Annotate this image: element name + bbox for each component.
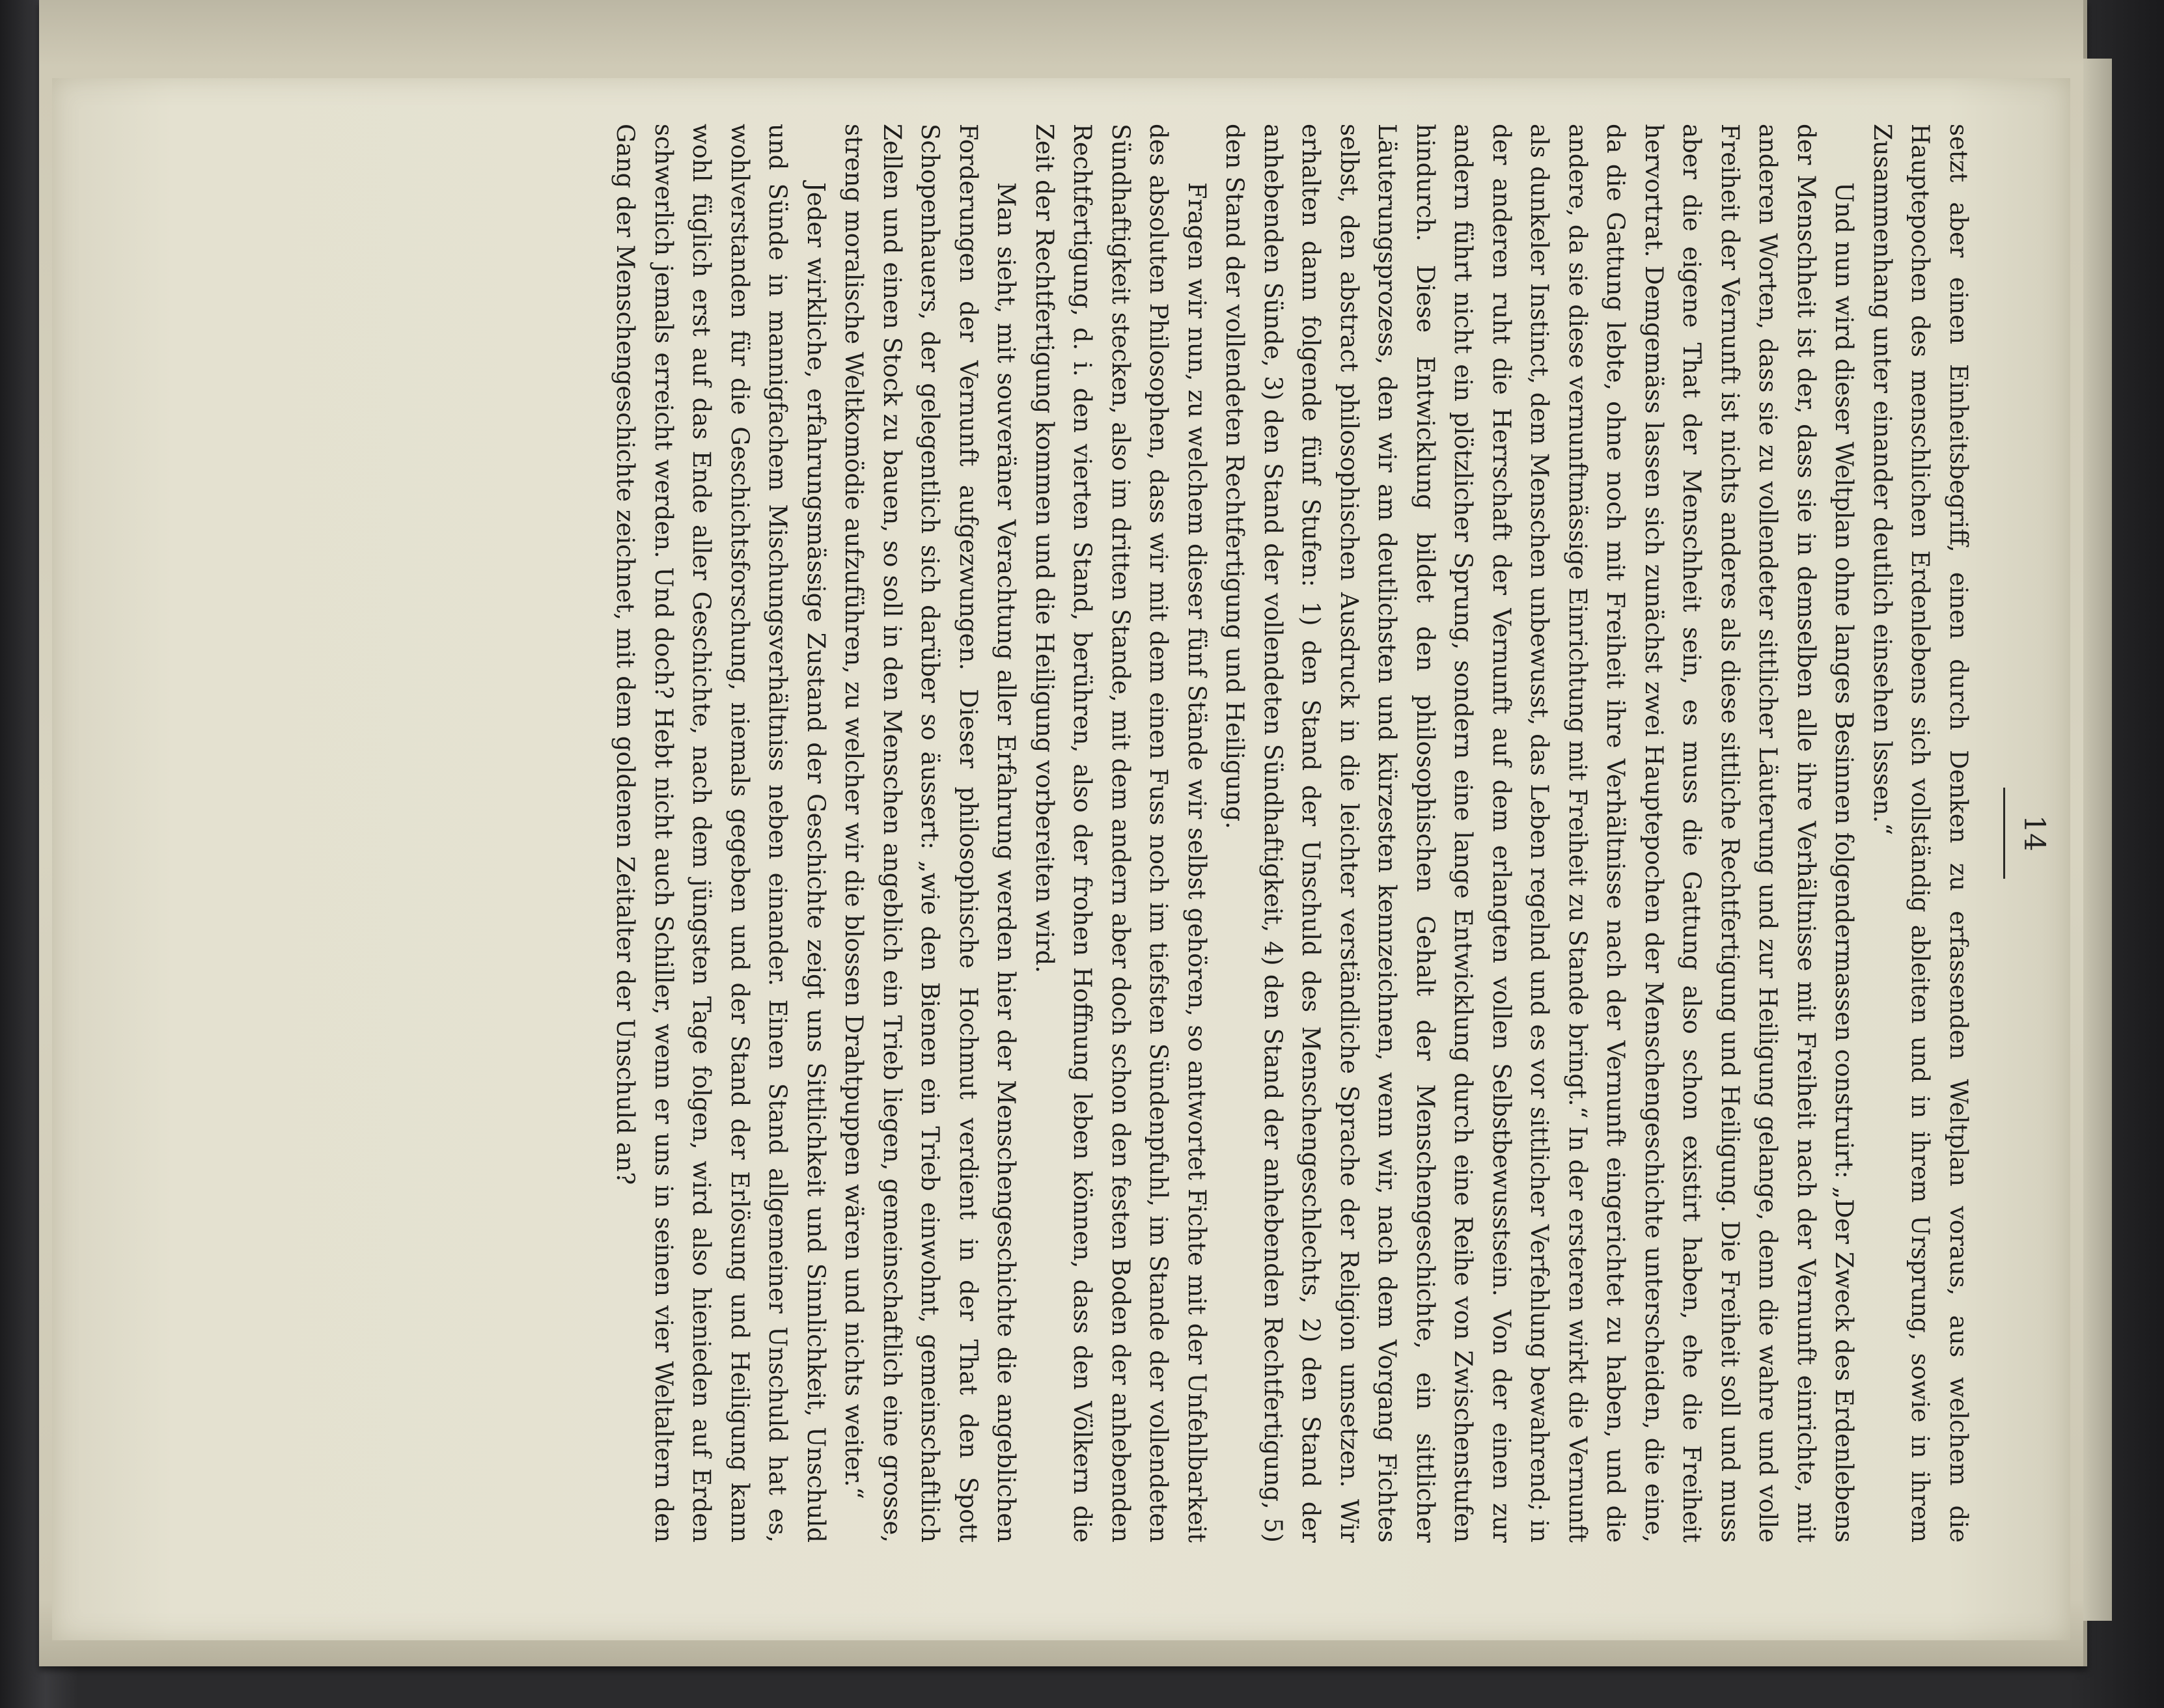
paragraph: Und nun wird dieser Weltplan ohne langes Besinnen folgendermassen construirt: „Der Zweck des Erdenlebens der Menschheit ist der, dass sie in demselben alle ihre Verhältnisse mit Freiheit nach der Vernunft einrichte, mit anderen Worten, dass sie zu vollendeter sittlicher Läuterung und zur Heiligung gelange, denn die wahre und volle Freiheit der Vernunft ist nichts anderes als diese sittliche Rechtfertigung und Heiligung. Die Freiheit soll und muss aber die eigene That der Menschheit sein, es muss die Gattung also schon existirt haben, ehe die Freiheit hervortrat. Demgemäss lassen sich zunächst zwei Hauptepochen der Menschengeschichte unterscheiden, die eine, da die Gattung lebte, ohne noch mit Freiheit ihre Verhältnisse nach der Vernunft eingerichtet zu haben, und die andere, da sie diese vernunftmässige Einrichtung mit Freiheit zu Stande bringt.“ In der ersteren wirkt die Vernunft als dunkeler Instinct, dem Menschen unbewusst, das Leben regelnd und es vor sittlicher Verfehlung bewahrend; in der anderen ruht die Herrschaft der Vernunft auf dem erlangten vollen Selbstbewusstsein. Von der einen zur andern führt nicht ein plötzlicher Sprung, sondern eine lange Entwicklung durch eine Reihe von Zwischenstufen hindurch. Diese Entwicklung bildet den philosophischen Gehalt der Menschengeschichte, ein sittlicher Läuterungsprozess, den wir am deutlichsten und kürzesten kennzeichnen, wenn wir, nach dem Vorgang Fichtes selbst, den abstract philosophischen Ausdruck in die leichter verständliche Sprache der Religion umsetzen. Wir erhalten dann folgende fünf Stufen: 1) den Stand der Unschuld des Menschengeschlechts, 2) den Stand der anhebenden Sünde, 3) den Stand der vollendeten Sündhaftigkeit, 4) den Stand der anhebenden Rechtfertigung, 5) den Stand der vollendeten Rechtfertigung und Heiligung. [1221, 124, 1859, 1543]
paragraph: Man sieht, mit souveräner Verachtung aller Erfahrung werden hier der Menschengeschichte die angeblichen Forderungen der Vernunft aufgezwungen. Dieser philosophische Hochmut verdient in der That den Spott Schopenhauers, der gelegentlich sich darüber so äussert: „wie den Bienen ein Trieb einwohnt, gemeinschaftlich Zellen und einen Stock zu bauen, so soll in den Menschen angeblich ein Trieb liegen, gemeinschaftlich eine grosse, streng moralische Weltkomödie aufzuführen, zu welcher wir die blossen Drahtpuppen wären und nichts weiter.“ [840, 124, 1021, 1543]
paragraph: setzt aber einen Einheitsbegriff, einen durch Denken zu erfassenden Weltplan voraus, aus welchem die Hauptepochen des menschlichen Erdenlebens sich vollständig ableiten und in ihrem Ursprung, sowie in ihrem Zusammenhang unter einander deutlich einsehen lsssen.“ [1868, 124, 1973, 1543]
rotated-text-block [247, 98, 2057, 1569]
body-text [606, 98, 1977, 1569]
paragraph: Jeder wirkliche, erfahrungsmässige Zustand der Geschichte zeigt uns Sittlichkeit und Sinnlichkeit, Unschuld und Sünde in mannigfachem Mischungsverhältniss neben einander. Einen Stand allgemeiner Unschuld hat es, wohlverstanden für die Geschichtsforschung, niemals gegeben und der Stand der Erlösung und Heiligung kann wohl füglich erst auf das Ende aller Geschichte, nach dem jüngsten Tage folgen, wird also hienieden auf Erden schwerlich jemals erreicht werden. Und doch? Hebt nicht auch Schiller, wenn er uns in seinen vier Weltaltern den Gang der Menschengeschichte zeichnet, mit dem goldenen Zeitalter der Unschuld an? [611, 124, 830, 1543]
paragraph: Fragen wir nun, zu welchem dieser fünf Stände wir selbst gehören, so antwortet Fichte mit der Unfehlbarkeit des absoluten Philosophen, dass wir mit dem einen Fuss noch im tiefsten Sündenpfuhl, im Stande der vollendeten Sündhaftigkeit stecken, also im dritten Stande, mit dem andern aber doch schon den festen Boden der anhebenden Rechtfertigung, d. i. den vierten Stand, berühren, also der frohen Hoffnung leben können, dass den Völkern die Zeit der Rechtfertigung kommen und die Heiligung vorbereiten wird. [1031, 124, 1211, 1543]
page-number: 14 [2018, 815, 2051, 851]
book-fore-edge [2083, 59, 2112, 1621]
page-number-rule [2003, 788, 2005, 879]
